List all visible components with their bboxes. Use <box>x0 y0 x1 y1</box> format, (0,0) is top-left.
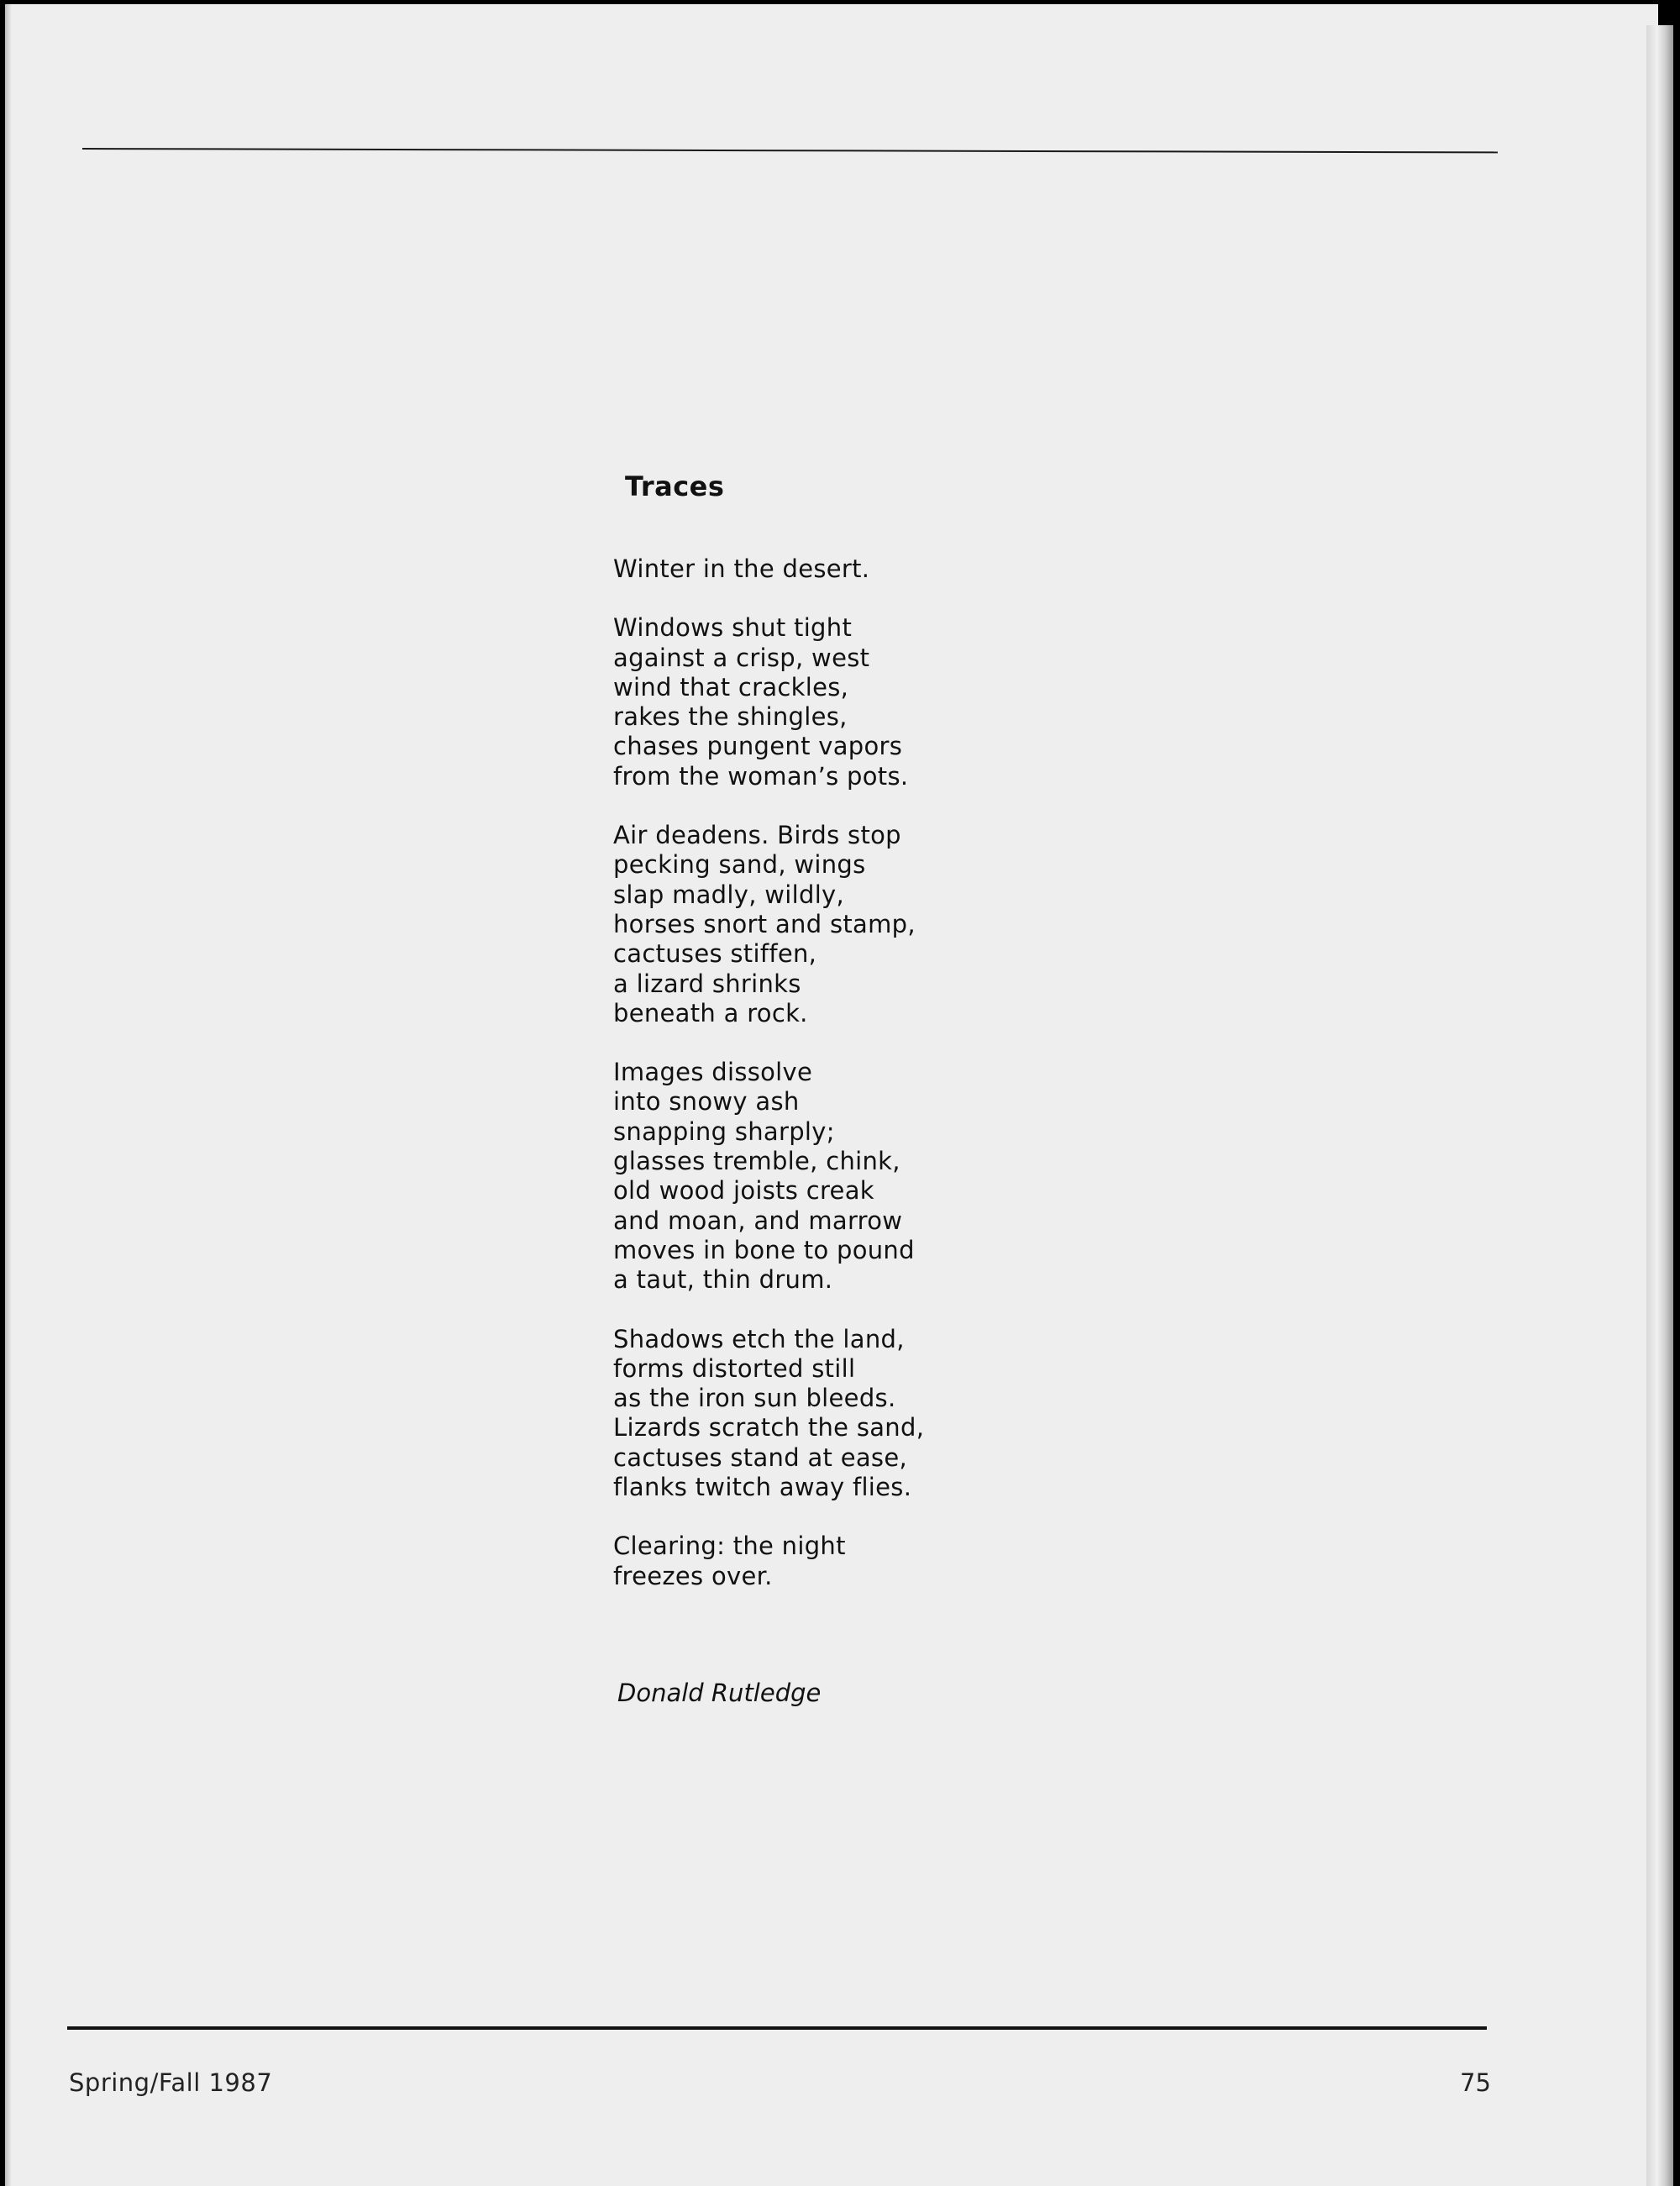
poem-line: cactuses stiffen, <box>613 939 817 969</box>
poem-line: Windows shut tight <box>613 613 853 643</box>
page-edge-shadow <box>1646 25 1673 2186</box>
poem-line: from the woman’s pots. <box>613 761 909 791</box>
poem-line: as the iron sun bleeds. <box>613 1384 896 1413</box>
poem-author: Donald Rutledge <box>617 1679 822 1707</box>
poem-line: pecking sand, wings <box>613 850 866 880</box>
poem-line: Winter in the desert. <box>613 554 870 583</box>
poem-line: cactuses stand at ease, <box>613 1442 907 1472</box>
poem-line: wind that crackles, <box>613 672 849 702</box>
poem-line: a lizard shrinks <box>613 969 801 998</box>
poem-line: Images dissolve <box>613 1058 813 1087</box>
poem-line: Air deadens. Birds stop <box>613 821 901 850</box>
bottom-rule <box>67 2026 1487 2030</box>
stanza <box>613 1058 1117 1295</box>
stanza <box>613 821 1117 1028</box>
poem-line: rakes the shingles, <box>613 702 848 732</box>
poem-line: forms distorted still <box>613 1353 856 1383</box>
poem-line: Lizards scratch the sand, <box>613 1413 925 1442</box>
poem-line: into snowy ash <box>613 1087 800 1117</box>
poem-line: a taut, thin drum. <box>613 1265 833 1295</box>
poem-line: flanks twitch away flies. <box>613 1473 912 1502</box>
poem-line: against a crisp, west <box>613 643 870 672</box>
poem-line: Clearing: the night <box>613 1532 846 1561</box>
poem-line: slap madly, wildly, <box>613 880 845 909</box>
poem <box>613 470 1117 1621</box>
poem-line: moves in bone to pound <box>613 1235 915 1264</box>
poem-line: and moan, and marrow <box>613 1206 903 1235</box>
poem-line: horses snort and stamp, <box>613 909 916 938</box>
poem-line: glasses tremble, chink, <box>613 1147 900 1176</box>
footer-issue: Spring/Fall 1987 <box>69 2068 273 2097</box>
poem-body <box>613 554 1117 1591</box>
poem-line: snapping sharply; <box>613 1117 835 1146</box>
poem-line: freezes over. <box>613 1561 773 1590</box>
stanza <box>613 1532 1117 1591</box>
poem-line: beneath a rock. <box>613 998 808 1027</box>
footer-page-number: 75 <box>1460 2068 1491 2097</box>
poem-title: Traces <box>625 470 725 502</box>
poem-line: old wood joists creak <box>613 1176 874 1206</box>
poem-line: Shadows etch the land, <box>613 1324 905 1353</box>
stanza <box>613 613 1117 791</box>
stanza <box>613 554 1117 584</box>
stanza <box>613 1325 1117 1503</box>
page-gutter-shadow <box>5 4 12 2186</box>
poem-line: chases pungent vapors <box>613 732 903 761</box>
